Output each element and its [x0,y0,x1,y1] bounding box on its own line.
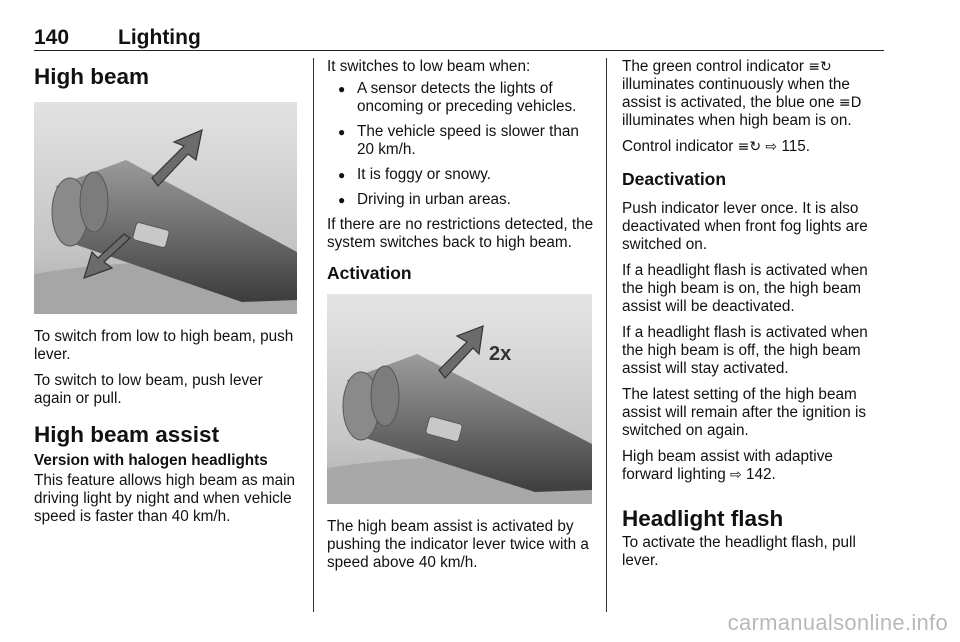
high-beam-icon: ≡D [838,95,862,111]
paragraph [622,58,884,130]
paragraph: Push indicator lever once. It is also deactivated when front fog lights are switched on. [622,200,868,253]
lever-illustration-activation [327,294,592,504]
column-divider [606,58,607,612]
text-span: The green control indicator [622,58,804,75]
paragraph: This feature allows high beam as main driving light by night and when vehicle speed is faster than 40 km/h. [34,472,296,525]
watermark: carmanualsonline.info [727,610,948,635]
condition-list [327,80,594,209]
paragraph: It switches to low beam when: [327,58,531,75]
page-header [34,26,884,52]
column-3 [622,58,884,578]
header-rule [34,50,884,51]
high-beam-assist-icon: ≡↻ [737,139,762,155]
text-span: illuminates when high beam is on. [622,112,852,129]
page-reference-arrow-icon: ⇨ [765,139,778,155]
section-title: Lighting [118,26,201,49]
heading-deactivation: Deactivation [622,169,727,189]
page-reference[interactable]: 115. [781,138,810,155]
paragraph [622,448,884,484]
paragraph: The high beam assist is activated by pushing the indicator lever twice with a speed above 40 km/h. [327,518,589,571]
text-span: illuminates continuously when the assist is activated, the blue one [622,76,850,111]
high-beam-assist-icon: ≡↻ [808,59,832,75]
text-span: High beam assist with adaptive forward lighting [622,448,833,483]
repeat-count-label: 2x [489,343,512,365]
subheading-version: Version with halogen headlights [34,452,268,469]
page-reference[interactable]: 142. [745,466,776,483]
column-divider [313,58,314,612]
paragraph: To switch from low to high beam, push lever. [34,328,294,363]
list-item: ● A sensor detects the lights of oncoming or preceding vehicles. [327,80,594,116]
paragraph: To switch to low beam, push lever again or pull. [34,372,263,407]
column-2 [327,58,594,580]
paragraph: If a headlight flash is activated when the high beam is off, the high beam assist will stay activated. [622,324,868,377]
paragraph: If there are no restrictions detected, the system switches back to high beam. [327,216,594,251]
text-span: Control indicator [622,138,734,155]
paragraph: The latest setting of the high beam assist will remain after the ignition is switched on again. [622,386,866,439]
heading-activation: Activation [327,263,412,283]
page-reference-arrow-icon: ⇨ [729,467,742,483]
heading-high-beam-assist: High beam assist [34,422,220,447]
list-item: ● The vehicle speed is slower than 20 km/h. [327,123,594,159]
lever-illustration-high-beam [34,102,297,314]
heading-high-beam: High beam [34,64,150,89]
paragraph [622,138,884,156]
paragraph: If a headlight flash is activated when the high beam is on, the high beam assist will be deactivated. [622,262,868,315]
heading-headlight-flash: Headlight flash [622,506,784,531]
page-number: 140 [34,26,70,49]
list-item: ● Driving in urban areas. [327,191,594,209]
column-1 [34,58,299,534]
paragraph: To activate the headlight flash, pull lever. [622,534,856,569]
list-item: ● It is foggy or snowy. [327,166,594,184]
